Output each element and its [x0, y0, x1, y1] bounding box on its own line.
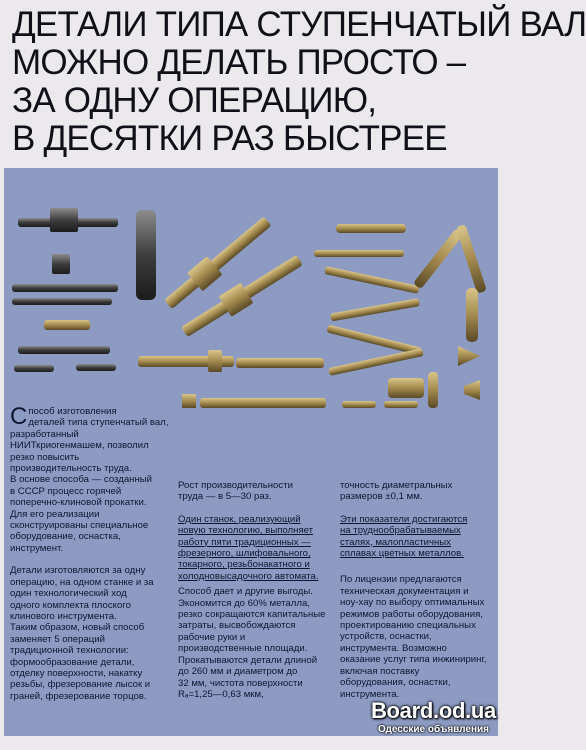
text-line: токарного, резьбонакатного и — [178, 559, 310, 571]
text-line: ноу-хау по выбору оптимальных — [340, 597, 485, 609]
text-line: НИИТкриогенмашем, позволил — [10, 440, 149, 452]
text-line: Таким образом, новый способ — [10, 622, 145, 634]
text-line: отделку поверхности, накатку — [10, 667, 143, 679]
text-line: проектированию специальных — [340, 620, 476, 632]
text-line: устройств, оснастки, — [340, 631, 432, 643]
text-line: Один станок, реализующий — [178, 513, 301, 525]
text-line: оборудования, оснастки, — [340, 677, 451, 689]
text-line: сплавах цветных металлов. — [340, 548, 464, 560]
text-line: граней, фрезерование торцов. — [10, 690, 147, 702]
text-line: сконструированы специальное — [10, 520, 149, 532]
text-line: операцию, на одном станке и за — [10, 576, 154, 588]
text-line: оборудование, оснастка, — [10, 531, 121, 543]
text-line: Прокатываются детали длиной — [178, 654, 318, 666]
text-line: фрезерного, шлифовального, — [178, 548, 311, 560]
text-line: одного комплекта плоского — [10, 599, 131, 611]
brass-studs — [138, 212, 326, 408]
text-column-2 — [178, 480, 330, 700]
text-line: поперечно-клиновой прокатки. — [10, 497, 147, 509]
dropcap-letter: С — [10, 403, 28, 430]
text-line: инструмент. — [10, 542, 63, 554]
text-line: рабочие руки и — [178, 631, 246, 643]
text-line: инструмента. Возможно — [340, 642, 447, 654]
text-line: Rₐ=1,25—0,63 мкм, — [178, 688, 264, 700]
text-line: инструмента. — [340, 688, 400, 700]
watermark — [371, 699, 496, 736]
text-line: оказание услуг типа инжиниринг, — [340, 654, 487, 666]
text-line: сталях, малопластичных — [340, 536, 451, 548]
text-line: труда — в 5—30 раз. — [178, 491, 272, 503]
text-line: клинового инструмента. — [10, 610, 117, 622]
text-line: в СССР процесс горячей — [10, 485, 122, 497]
text-line: резьбы, фрезерование лысок и — [10, 679, 151, 691]
headline-line: ДЕТАЛИ ТИПА СТУПЕНЧАТЫЙ ВАЛ — [12, 5, 586, 44]
headline-line: ЗА ОДНУ ОПЕРАЦИЮ, — [12, 81, 377, 120]
headline-line: МОЖНО ДЕЛАТЬ ПРОСТО – — [12, 43, 466, 82]
text-line: традиционной технологии: — [10, 645, 129, 657]
text-line: один технологический ход — [10, 588, 127, 600]
text-line: на труднообрабатываемых — [340, 525, 461, 537]
text-line: Эти показатели достигаются — [340, 513, 468, 525]
watermark-caption: Одесские объявления — [377, 724, 489, 735]
text-line: 32 мм, чистота поверхности — [178, 677, 303, 689]
metal-parts-photo — [4, 168, 498, 408]
text-line: Способ дает и другие выгоды. — [178, 586, 313, 598]
text-line: техническая документация и — [340, 585, 469, 597]
text-line: включая поставку — [340, 665, 420, 677]
text-column-1 — [10, 403, 178, 702]
text-line: холодновысадочного автомата. — [178, 570, 319, 582]
text-line: Детали изготовляются за одну — [10, 565, 146, 577]
text-line: режимов работы оборудования, — [340, 608, 483, 620]
text-line: разработанный — [10, 428, 79, 440]
text-line: резко сокращаются капитальные — [178, 609, 326, 621]
text-line: заменяет 5 операций — [10, 633, 105, 645]
text-line: точность диаметральных — [340, 480, 453, 491]
text-line: производительность труда. — [10, 463, 132, 475]
blue-panel — [4, 168, 498, 736]
text-line: новую технологию, выполняет — [178, 525, 314, 537]
headline — [12, 5, 586, 158]
text-line: до 260 мм и диаметром до — [178, 666, 298, 678]
text-line: формообразование детали, — [10, 656, 135, 668]
text-line: резко повысить — [10, 451, 80, 463]
watermark-site: Board.od.ua — [370, 698, 496, 723]
text-line: деталей типа ступенчатый вал, — [28, 417, 169, 429]
steel-shafts — [12, 208, 156, 372]
text-line: По лицензии предлагаются — [340, 574, 462, 586]
text-line: размеров ±0,1 мм. — [340, 491, 423, 503]
text-line: Рост производительности — [178, 480, 293, 491]
text-line: производственные площади. — [178, 643, 308, 655]
text-line: затраты, высвобождаются — [178, 620, 296, 632]
headline-line: В ДЕСЯТКИ РАЗ БЫСТРЕЕ — [12, 119, 447, 158]
brass-pins — [314, 224, 487, 408]
text-column-3 — [340, 480, 492, 700]
text-line: В основе способа — созданный — [10, 474, 153, 486]
text-line: работу пяти традиционных — — [178, 536, 311, 548]
text-line: пособ изготовления — [28, 406, 117, 417]
text-line: Экономится до 60% металла, — [178, 597, 310, 609]
text-line: Для его реализации — [10, 508, 100, 520]
